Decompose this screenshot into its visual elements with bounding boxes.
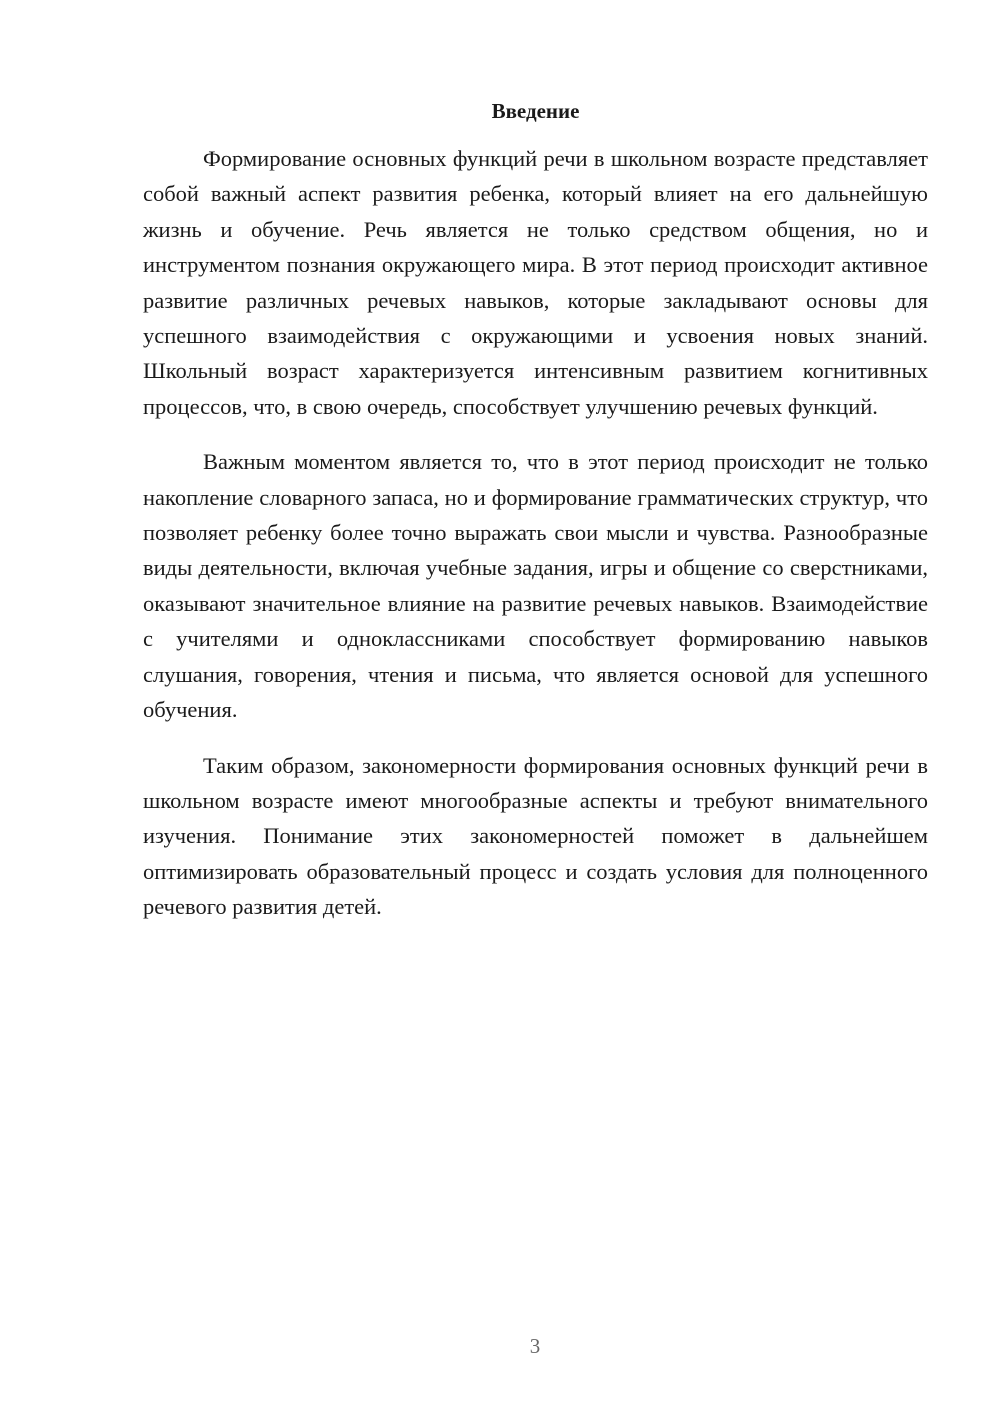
paragraph-2: Важным моментом является то, что в этот период происходит не только накопление словарного запаса, но и формирование грамматических структур, что позволяет ребенку более точно выражать свои мысли и чувства. Разнообразные виды деятельности, включая учебные задания, игры и общение со сверстниками, оказывают значительное влияние на развитие речевых навыков. Взаимодействие с учителями и одноклассниками способствует формированию навыков слушания, говорения, чтения и письма, что является основой для успешного обучения. <box>143 449 928 723</box>
page-number: 3 <box>529 1334 541 1358</box>
paragraph-1: Формирование основных функций речи в школьном возрасте представляет собой важный аспект развития ребенка, который влияет на его дальнейшую жизнь и обучение. Речь является не только средством общения, но и инструментом познания окружающего мира. В этот период происходит активное развитие различных речевых навыков, которые закладывают основы для успешного взаимодействия с окружающими и усвоения новых знаний. Школьный возраст характеризуется интенсивным развитием когнитивных процессов, что, в свою очередь, способствует улучшению речевых функций. <box>143 146 928 419</box>
body-text <box>143 141 928 945</box>
section-heading: Введение <box>491 99 580 123</box>
paragraph-3: Таким образом, закономерности формирования основных функций речи в школьном возрасте имеют многообразные аспекты и требуют внимательного изучения. Понимание этих закономерностей поможет в дальнейшем оптимизировать образовательный процесс и создать условия для полноценного речевого развития детей. <box>143 752 928 920</box>
